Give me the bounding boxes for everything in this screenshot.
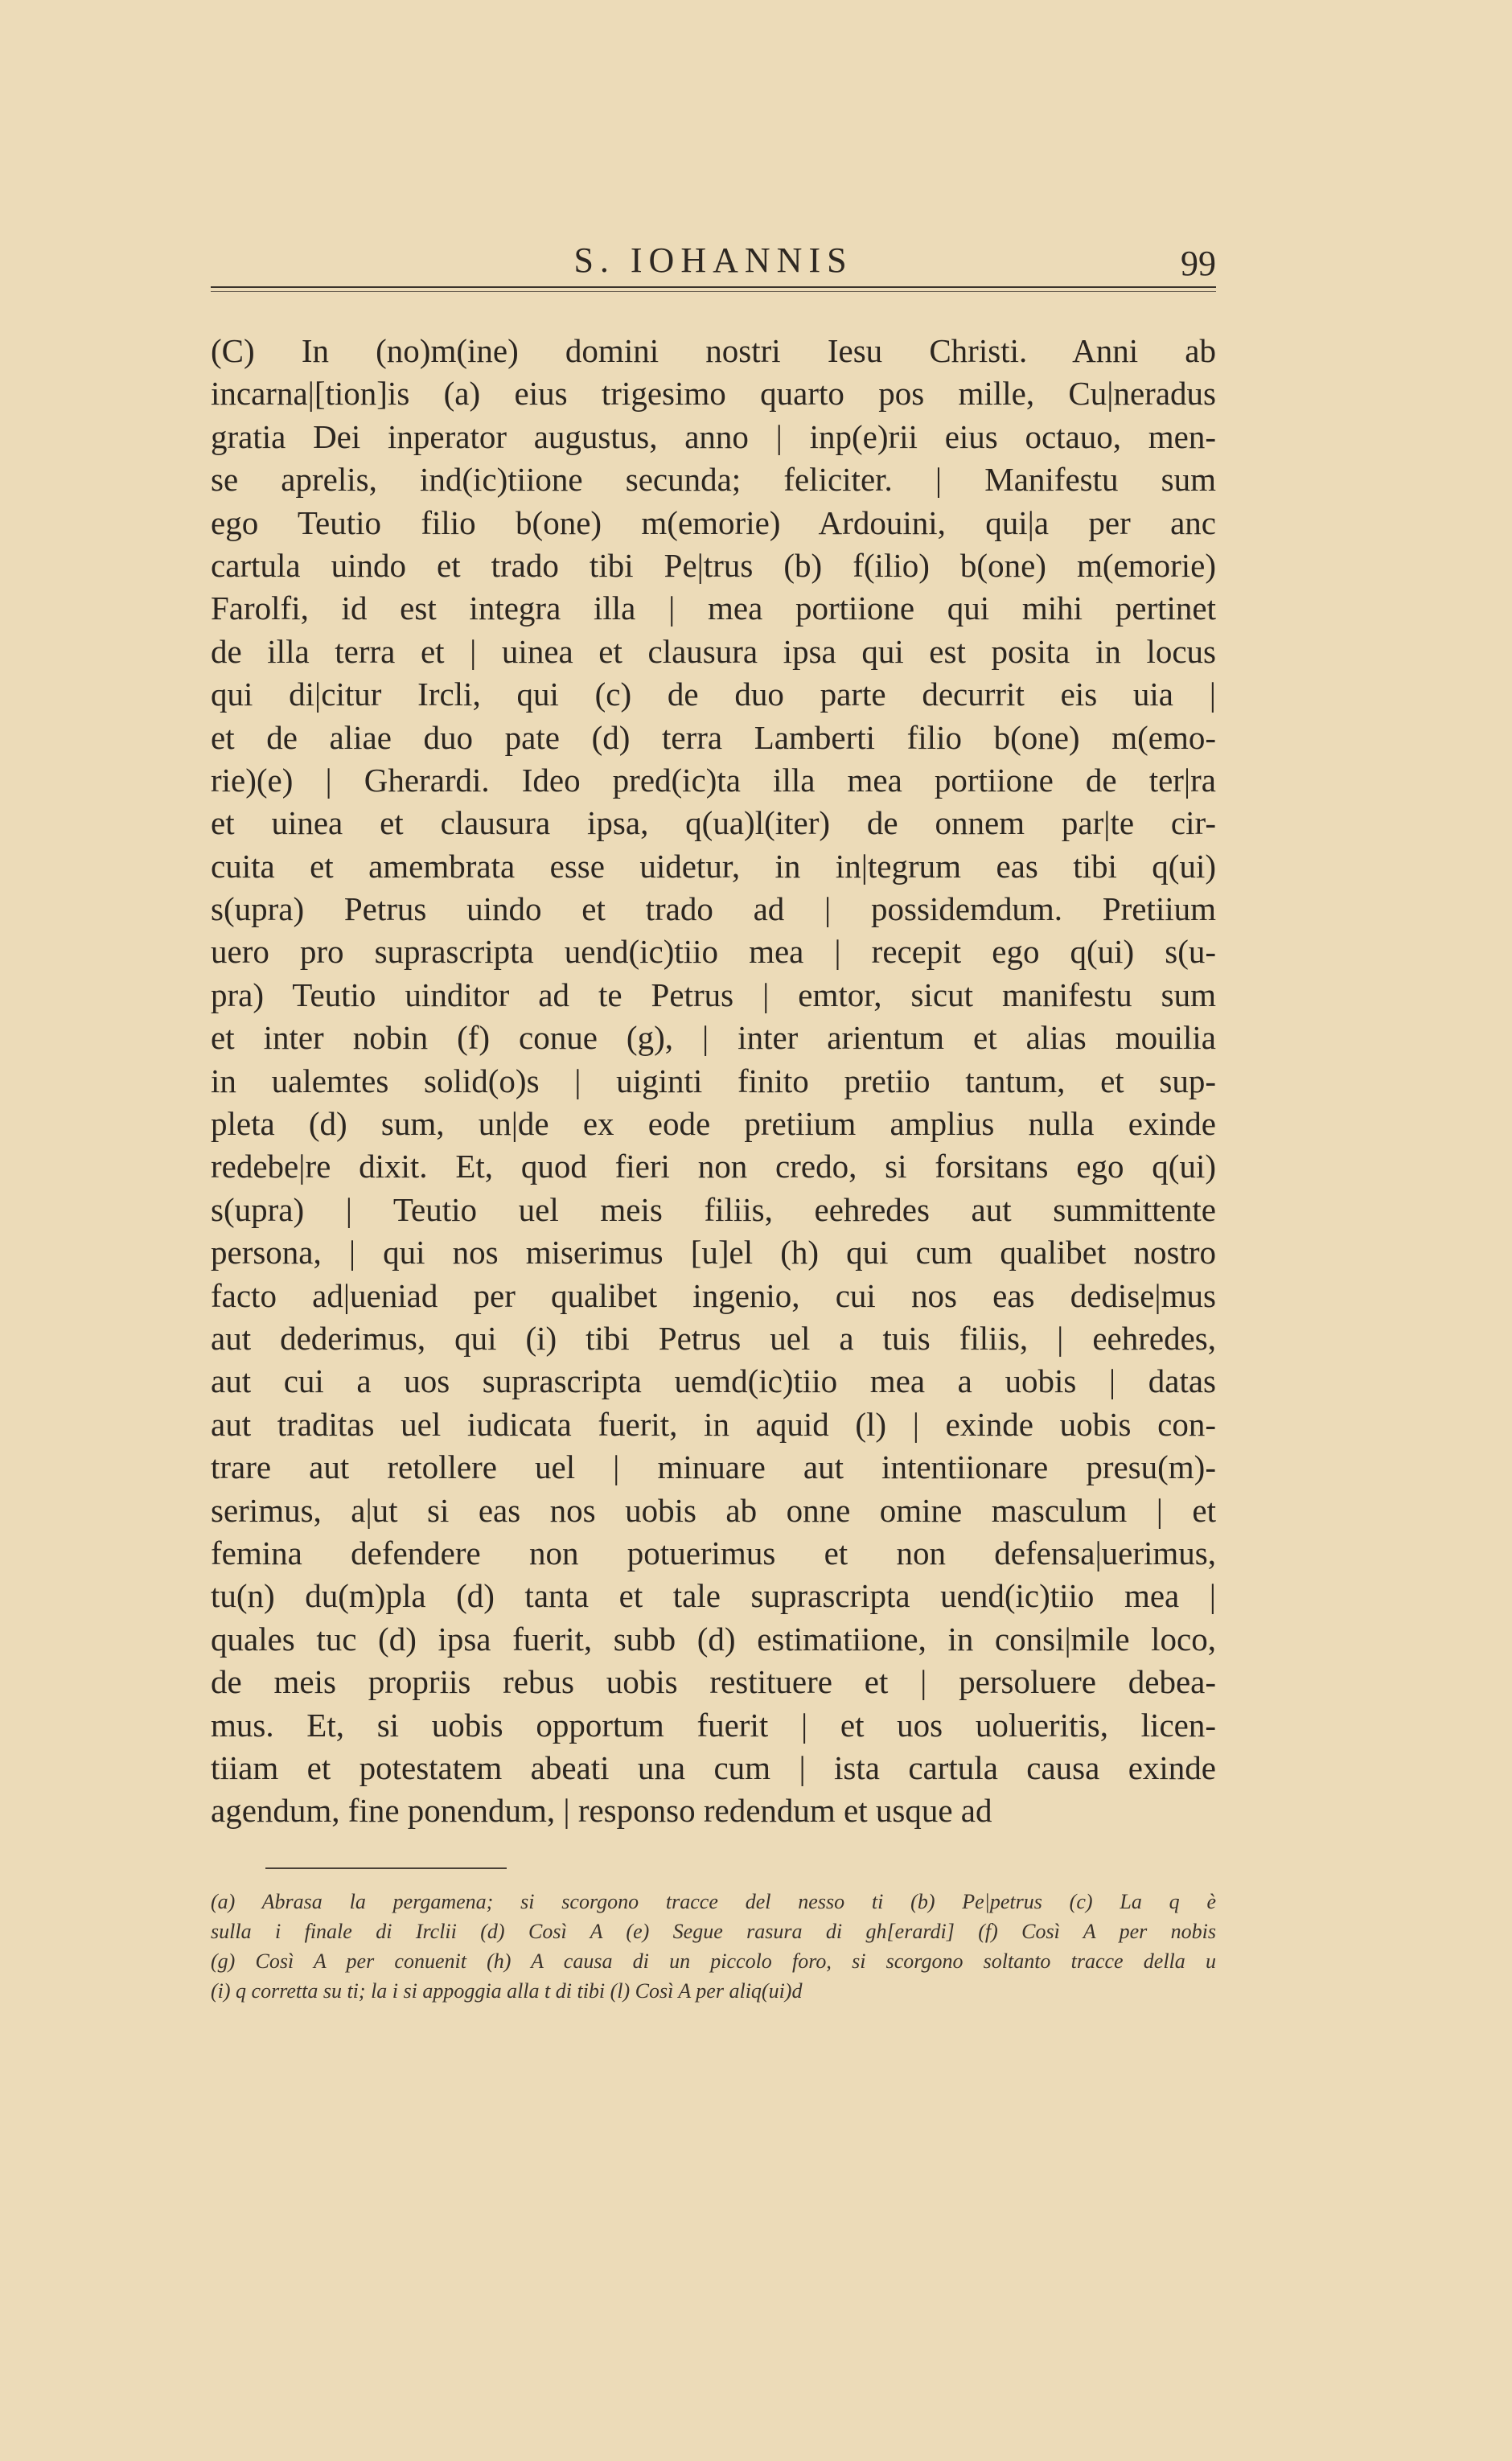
text-line: rie)(e) | Gherardi. Ideo pred(ic)ta illa mea portiione de ter|ra bbox=[211, 761, 1216, 799]
text-line: pra) Teutio uinditor ad te Petrus | emtor, sicut manifestu sum bbox=[211, 976, 1216, 1013]
footnote-rule bbox=[265, 1867, 507, 1869]
text-line: s(upra) Petrus uindo et trado ad | possidemdum. Pretiium bbox=[211, 890, 1216, 928]
text-line: serimus, a|ut si eas nos uobis ab onne omine masculum | et bbox=[211, 1491, 1216, 1529]
text-line: uero pro suprascripta uend(ic)tiio mea | recepit ego q(ui) s(u- bbox=[211, 933, 1216, 971]
text-line: ego Teutio filio b(one) m(emorie) Ardouini, qui|a per anc bbox=[211, 503, 1216, 541]
text-line: in ualemtes solid(o)s | uiginti finito pretiio tantum, et sup- bbox=[211, 1062, 1216, 1099]
text-line: cuita et amembrata esse uidetur, in in|tegrum eas tibi q(ui) bbox=[211, 847, 1216, 885]
text-line: qui di|citur Ircli, qui (c) de duo parte decurrit eis uia | bbox=[211, 676, 1216, 713]
header-rule-thin bbox=[211, 291, 1216, 292]
text-line: femina defendere non potuerimus et non defensa|uerimus, bbox=[211, 1534, 1216, 1572]
text-line: et uinea et clausura ipsa, q(ua)l(iter) de onnem par|te cir- bbox=[211, 804, 1216, 842]
text-line: cartula uindo et trado tibi Pe|trus (b) f(ilio) b(one) m(emorie) bbox=[211, 546, 1216, 584]
text-line: mus. Et, si uobis opportum fuerit | et uos uolueritis, licen- bbox=[211, 1706, 1216, 1744]
text-line: agendum, fine ponendum, | responso redendum et usque ad bbox=[211, 1792, 992, 1830]
text-line: redebe|re dixit. Et, quod fieri non credo, si forsitans ego q(ui) bbox=[211, 1148, 1216, 1185]
running-title: S. IOHANNIS bbox=[573, 240, 853, 280]
text-line: aut dederimus, qui (i) tibi Petrus uel a tuis filiis, | eehredes, bbox=[211, 1319, 1216, 1357]
text-line: tu(n) du(m)pla (d) tanta et tale suprascripta uend(ic)tiio mea | bbox=[211, 1577, 1216, 1615]
text-line: facto ad|ueniad per qualibet ingenio, cui nos eas dedise|mus bbox=[211, 1276, 1216, 1314]
text-line: et inter nobin (f) conue (g), | inter arientum et alias mouilia bbox=[211, 1019, 1216, 1057]
text-line: et de aliae duo pate (d) terra Lamberti filio b(one) m(emo- bbox=[211, 718, 1216, 756]
text-line: (C) In (no)m(ine) domini nostri Iesu Christi. Anni ab bbox=[211, 332, 1216, 369]
footnotes bbox=[211, 1887, 1216, 2006]
page-header bbox=[211, 235, 1216, 291]
footnote-line: sulla i finale di Irclii (d) Così A (e) Segue rasura di gh[erardi] (f) Così A per nobis bbox=[211, 1920, 1216, 1943]
text-line: de meis propriis rebus uobis restituere et | persoluere debea- bbox=[211, 1663, 1216, 1701]
text-line: tiiam et potestatem abeati una cum | ista cartula causa exinde bbox=[211, 1748, 1216, 1786]
footnote-line: (a) Abrasa la pergamena; si scorgono tracce del nesso ti (b) Pe|petrus (c) La q è bbox=[211, 1890, 1216, 1913]
footnote-line: (i) q corretta su ti; la i si appoggia alla t di tibi (l) Così A per aliq(ui)d bbox=[211, 1979, 803, 2003]
page-number: 99 bbox=[1181, 244, 1216, 283]
text-line: aut traditas uel iudicata fuerit, in aquid (l) | exinde uobis con- bbox=[211, 1405, 1216, 1443]
text-line: se aprelis, ind(ic)tiione secunda; feliciter. | Manifestu sum bbox=[211, 461, 1216, 499]
text-line: aut cui a uos suprascripta uemd(ic)tiio mea a uobis | datas bbox=[211, 1362, 1216, 1400]
footnote-line: (g) Così A per conuenit (h) A causa di un piccolo foro, si scorgono soltanto tracce della u bbox=[211, 1949, 1216, 1973]
text-line: incarna|[tion]is (a) eius trigesimo quarto pos mille, Cu|neradus bbox=[211, 375, 1216, 413]
text-line: gratia Dei inperator augustus, anno | inp(e)rii eius octauo, men- bbox=[211, 417, 1216, 455]
text-line: s(upra) | Teutio uel meis filiis, eehredes aut summittente bbox=[211, 1190, 1216, 1228]
text-line: pleta (d) sum, un|de ex eode pretiium amplius nulla exinde bbox=[211, 1105, 1216, 1143]
header-rule bbox=[211, 286, 1216, 288]
text-line: persona, | qui nos miserimus [u]el (h) qui cum qualibet nostro bbox=[211, 1234, 1216, 1272]
text-line: trare aut retollere uel | minuare aut intentiionare presu(m)- bbox=[211, 1448, 1216, 1486]
charter-text bbox=[211, 330, 1216, 1833]
text-line: quales tuc (d) ipsa fuerit, subb (d) estimatiione, in consi|mile loco, bbox=[211, 1620, 1216, 1658]
text-line: de illa terra et | uinea et clausura ipsa qui est posita in locus bbox=[211, 632, 1216, 670]
text-line: Farolfi, id est integra illa | mea portiione qui mihi pertinet bbox=[211, 590, 1216, 627]
